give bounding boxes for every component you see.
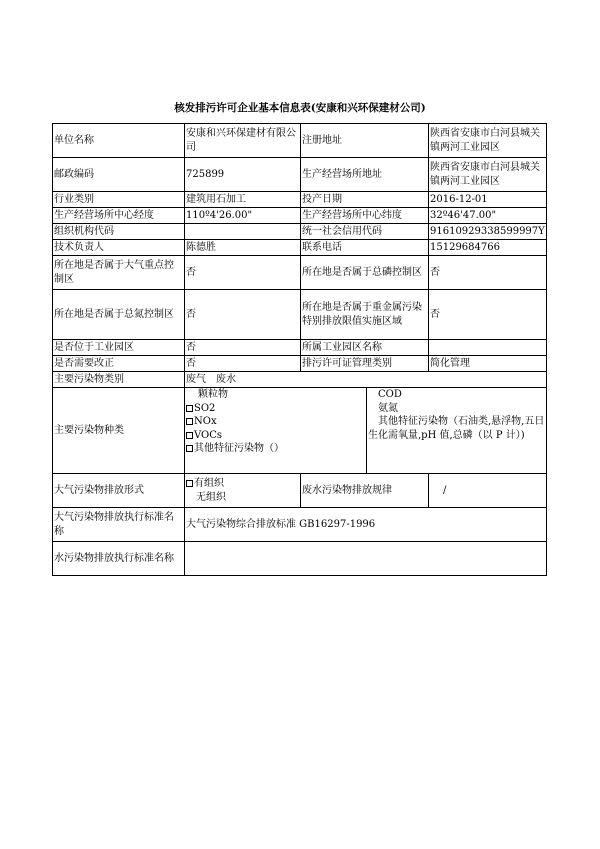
label-cell: 生产经营场所中心经度 [53, 208, 185, 224]
label-cell: 注册地址 [301, 124, 429, 158]
list-item: SO2 [186, 402, 365, 416]
value-cell: 否 [429, 256, 547, 290]
value-cell: 废气 废水 [185, 372, 547, 388]
page-title: 核发排污许可企业基本信息表(安康和兴环保建材公司) [174, 102, 426, 114]
label-cell: 所在地是否属于重金属污染特别排放限值实施区域 [301, 290, 429, 340]
label-cell: 主要污染物种类 [53, 388, 185, 474]
value-cell: 大气污染物综合排放标准 GB16297-1996 [185, 508, 547, 542]
table-row [53, 372, 547, 388]
value-cell: 否 [185, 340, 301, 356]
label-cell: 主要污染物类别 [53, 372, 185, 388]
table-row [53, 192, 547, 208]
table-row [53, 290, 547, 340]
label-cell: 统一社会信用代码 [301, 224, 429, 240]
table-row [53, 542, 547, 576]
value-cell: / [429, 474, 547, 508]
value-cell: 725899 [185, 158, 301, 192]
value-cell: 安康和兴环保建材有限公司 [185, 124, 301, 158]
checkbox-icon [186, 445, 193, 452]
value-cell: 2016-12-01 [429, 192, 547, 208]
value-cell: 简化管理 [429, 356, 547, 372]
value-cell: 否 [185, 290, 301, 340]
emission-options [185, 474, 301, 508]
value-cell: 否 [185, 356, 301, 372]
label-cell: 生产经营场所中心纬度 [301, 208, 429, 224]
table-row [53, 224, 547, 240]
label-cell: 邮政编码 [53, 158, 185, 192]
table-row [53, 240, 547, 256]
label-cell: 所在地是否属于总磷控制区 [301, 256, 429, 290]
table-row [53, 256, 547, 290]
list-item: NOx [186, 415, 365, 429]
value-cell: 建筑用石加工 [185, 192, 301, 208]
list-item: 无组织 [196, 491, 226, 503]
value-cell: 91610929338599997Y [429, 224, 547, 240]
label-cell: 单位名称 [53, 124, 185, 158]
checkbox-icon [186, 405, 193, 412]
label-cell: 组织机构代码 [53, 224, 185, 240]
label-cell: 所在地是否属于大气重点控制区 [53, 256, 185, 290]
label-cell: 联系电话 [301, 240, 429, 256]
label-cell: 所属工业园区名称 [301, 340, 429, 356]
label-cell: 废水污染物排放规律 [301, 474, 429, 508]
value-cell: 否 [185, 256, 301, 290]
list-item: 颗粒物 [198, 389, 228, 400]
value-cell: 否 [429, 290, 547, 340]
value-cell [185, 542, 547, 576]
list-item: COD [378, 389, 402, 400]
label-cell: 是否需要改正 [53, 356, 185, 372]
label-cell: 大气污染物排放执行标准名称 [53, 508, 185, 542]
air-pollutant-list [185, 388, 367, 474]
water-pollutant-list [367, 388, 547, 474]
value-cell: 110º4'26.00" [185, 208, 301, 224]
value-cell [185, 224, 301, 240]
info-table [52, 123, 547, 576]
table-row [53, 508, 547, 542]
label-cell: 生产经营场所地址 [301, 158, 429, 192]
label-cell: 大气污染物排放形式 [53, 474, 185, 508]
label-cell: 是否位于工业园区 [53, 340, 185, 356]
list-item: 有组织 [186, 477, 299, 491]
table-row [53, 356, 547, 372]
table-row [53, 124, 547, 158]
value-cell: 15129684766 [429, 240, 547, 256]
list-item: 其他特征污染物（） [186, 442, 365, 456]
table-row [53, 340, 547, 356]
table-row [53, 388, 547, 474]
label-cell: 技术负责人 [53, 240, 185, 256]
table-row [53, 474, 547, 508]
label-cell: 水污染物排放执行标准名称 [53, 542, 185, 576]
value-cell: 陕西省安康市白河县城关镇两河工业园区 [429, 124, 547, 158]
label-cell: 投产日期 [301, 192, 429, 208]
list-item: 其他特征污染物（石油类,悬浮物,五日生化需氧量,pH 值,总磷（以 P 计）) [368, 416, 545, 441]
list-item: 氨氮 [378, 402, 398, 414]
label-cell: 排污许可证管理类别 [301, 356, 429, 372]
checkbox-icon [186, 480, 193, 487]
value-cell [429, 340, 547, 356]
table-row [53, 208, 547, 224]
value-cell: 陈德胜 [185, 240, 301, 256]
label-cell: 所在地是否属于总氮控制区 [53, 290, 185, 340]
checkbox-icon [186, 432, 193, 439]
checkbox-icon [186, 418, 193, 425]
value-cell: 32º46'47.00" [429, 208, 547, 224]
label-cell: 行业类别 [53, 192, 185, 208]
value-cell: 陕西省安康市白河县城关镇两河工业园区 [429, 158, 547, 192]
list-item: VOCs [186, 429, 365, 443]
table-row [53, 158, 547, 192]
